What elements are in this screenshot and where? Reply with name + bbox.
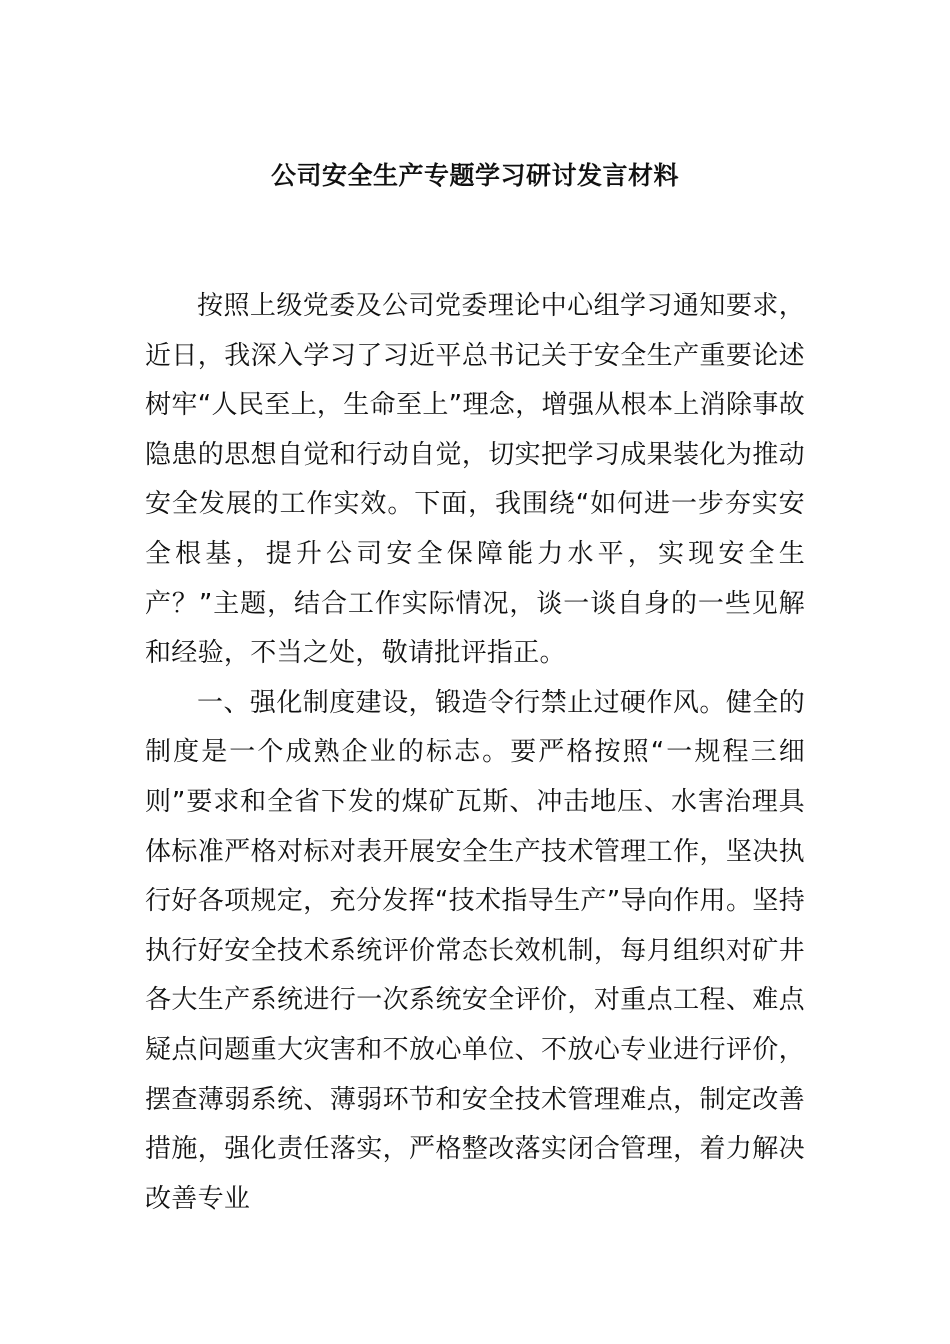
paragraph-intro: 按照上级党委及公司党委理论中心组学习通知要求，近日，我深入学习了习近平总书记关于安全生产重要论述树牢“人民至上，生命至上”理念，增强从根本上消除事故隐患的思想自觉和行动自觉，切实把学习成果装化为推动安全发展的工作实效。下面，我围绕“如何进一步夯实安全根基，提升公司安全保障能力水平，实现安全生产？”主题，结合工作实际情况，谈一谈自身的一些见解和经验，不当之处，敬请批评指正。 bbox=[145, 291, 805, 669]
document-body bbox=[145, 282, 805, 1224]
paragraph-section-one: 一、强化制度建设，锻造令行禁止过硬作风。健全的制度是一个成熟企业的标志。要严格按照“一规程三细则”要求和全省下发的煤矿瓦斯、冲击地压、水害治理具体标准严格对标对表开展安全生产技术管理工作，坚决执行好各项规定，充分发挥“技术指导生产”导向作用。坚持执行好安全技术系统评价常态长效机制，每月组织对矿井各大生产系统进行一次系统安全评价，对重点工程、难点疑点问题重大灾害和不放心单位、不放心专业进行评价，摆查薄弱系统、薄弱环节和安全技术管理难点，制定改善措施，强化责任落实，严格整改落实闭合管理，着力解决改善专业 bbox=[145, 687, 805, 1214]
document-title: 公司安全生产专题学习研讨发言材料 bbox=[270, 161, 679, 190]
